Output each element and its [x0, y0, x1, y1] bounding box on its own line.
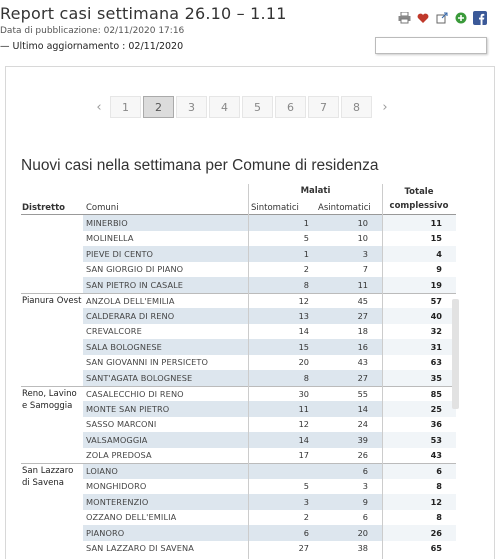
page-2-button[interactable]: 2: [143, 96, 174, 118]
sintomatici-cell: 2: [303, 512, 309, 523]
table-row: [21, 370, 456, 386]
distretto-cell: [21, 510, 83, 526]
table-row: [21, 293, 456, 309]
distretto-cell: Reno, Lavino e Samoggia: [21, 387, 83, 403]
facebook-icon[interactable]: [472, 10, 488, 26]
distretto-cell: [21, 525, 83, 541]
header-totale: Totale: [404, 187, 434, 197]
page-4-button[interactable]: 4: [209, 96, 240, 118]
totale-cell: 35: [382, 370, 456, 386]
share-icon[interactable]: [434, 10, 450, 26]
header-distretto: Distretto: [22, 203, 66, 213]
publication-date: Data di pubblicazione: 02/11/2020 17:16: [0, 26, 185, 36]
distretto-cell: Pianura Ovest: [21, 294, 83, 310]
sintomatici-cell: 14: [248, 432, 316, 448]
distretto-cell: [21, 324, 83, 340]
sintomatici-cell: 14: [298, 326, 309, 337]
table-row: [21, 401, 456, 417]
asintomatici-cell: 11: [316, 277, 382, 293]
group-header-malati: Malati: [300, 186, 331, 196]
asintomatici-cell: 3: [362, 481, 368, 492]
totale-cell: 31: [382, 339, 456, 355]
table-row: [21, 541, 456, 557]
comune-cell: VALSAMOGGIA: [83, 432, 248, 448]
header-complessivo: complessivo: [389, 201, 449, 211]
sintomatici-cell: 15: [248, 339, 316, 355]
sintomatici-cell: 12: [298, 419, 309, 430]
asintomatici-cell: 27: [316, 370, 382, 386]
totale-cell: 8: [382, 479, 456, 495]
comune-cell: CALDERARA DI RENO: [83, 308, 248, 324]
table-title: Nuovi casi nella settimana per Comune di residenza: [21, 157, 379, 174]
header-comuni: Comuni: [86, 203, 119, 213]
distretto-cell: [21, 215, 83, 231]
sintomatici-cell: 12: [298, 295, 309, 306]
totale-cell: 65: [382, 541, 456, 557]
comune-cell: MONTERENZIO: [83, 494, 248, 510]
sintomatici-cell: 8: [248, 370, 316, 386]
table-row: [21, 277, 456, 293]
sintomatici-cell: 13: [248, 308, 316, 324]
totale-cell: 63: [382, 355, 456, 371]
asintomatici-cell: 38: [357, 543, 368, 554]
asintomatici-cell: 26: [357, 450, 368, 461]
sintomatici-cell: 1: [248, 215, 316, 231]
table-row: [21, 510, 456, 526]
totale-cell: 8: [382, 510, 456, 526]
totale-cell: 36: [382, 417, 456, 433]
sintomatici-cell: 2: [303, 264, 309, 275]
sintomatici-cell: 5: [303, 481, 309, 492]
cases-table: [21, 184, 456, 556]
header-sintomatici: Sintomatici: [251, 203, 299, 213]
comune-cell: SALA BOLOGNESE: [83, 339, 248, 355]
totale-cell: 11: [382, 215, 456, 231]
sintomatici-cell: 3: [248, 494, 316, 510]
asintomatici-cell: 7: [362, 264, 368, 275]
asintomatici-cell: 6: [316, 464, 382, 479]
table-header: [21, 184, 456, 215]
sintomatici-cell: 6: [248, 525, 316, 541]
asintomatici-cell: 43: [357, 357, 368, 368]
distretto-cell: [21, 370, 83, 386]
totale-cell: 85: [382, 387, 456, 402]
distretto-cell: [21, 339, 83, 355]
totale-cell: 57: [382, 294, 456, 309]
totale-cell: 15: [382, 231, 456, 247]
asintomatici-cell: 27: [316, 308, 382, 324]
asintomatici-cell: 55: [357, 388, 368, 399]
embedded-dashboard: [5, 66, 495, 559]
totale-cell: 32: [382, 324, 456, 340]
comune-cell: SAN GIORGIO DI PIANO: [86, 264, 184, 275]
totale-cell: 4: [382, 246, 456, 262]
search-input[interactable]: [375, 37, 487, 54]
page-8-button[interactable]: 8: [341, 96, 372, 118]
comune-cell: CASALECCHIO DI RENO: [86, 388, 184, 399]
page-3-button[interactable]: 3: [176, 96, 207, 118]
comune-cell: SAN GIOVANNI IN PERSICETO: [86, 357, 209, 368]
sintomatici-cell: 11: [248, 401, 316, 417]
distretto-cell: [21, 541, 83, 557]
table-row: [21, 417, 456, 433]
prev-page-button[interactable]: ‹: [96, 99, 102, 115]
comune-cell: MONTE SAN PIETRO: [83, 401, 248, 417]
page-6-button[interactable]: 6: [275, 96, 306, 118]
asintomatici-cell: 9: [316, 494, 382, 510]
heart-icon[interactable]: [415, 10, 431, 26]
totale-cell: 53: [382, 432, 456, 448]
sintomatici-cell: 5: [303, 233, 309, 244]
sintomatici-cell: 27: [298, 543, 309, 554]
asintomatici-cell: 16: [316, 339, 382, 355]
sintomatici-cell: 30: [298, 388, 309, 399]
page-7-button[interactable]: 7: [308, 96, 339, 118]
table-row: [21, 324, 456, 340]
report-title: Report casi settimana 26.10 – 1.11: [0, 4, 287, 23]
asintomatici-cell: 6: [362, 512, 368, 523]
comune-cell: MOLINELLA: [86, 233, 134, 244]
distretto-cell: [21, 308, 83, 324]
sintomatici-cell: 17: [298, 450, 309, 461]
table-row: [21, 355, 456, 371]
table-row: [21, 525, 456, 541]
header-asintomatici: Asintomatici: [318, 203, 371, 213]
next-page-button[interactable]: ›: [382, 99, 388, 115]
table-row: [21, 215, 456, 231]
table-scrollbar[interactable]: [452, 299, 459, 409]
sintomatici-cell: 20: [298, 357, 309, 368]
comune-cell: ANZOLA DELL'EMILIA: [86, 295, 175, 306]
last-update: — Ultimo aggiornamento : 02/11/2020: [0, 41, 184, 52]
table-row: [21, 494, 456, 510]
distretto-cell: [21, 355, 83, 371]
comune-cell: OZZANO DELL'EMILIA: [86, 512, 177, 523]
totale-cell: 9: [382, 262, 456, 278]
comune-cell: LOIANO: [83, 464, 248, 479]
totale-cell: 40: [382, 308, 456, 324]
sintomatici-cell: 8: [248, 277, 316, 293]
comune-cell: CREVALCORE: [86, 326, 142, 337]
distretto-cell: [21, 231, 83, 247]
asintomatici-cell: 14: [316, 401, 382, 417]
table-body: [21, 215, 456, 556]
totale-cell: 19: [382, 277, 456, 293]
table-row: [21, 432, 456, 448]
asintomatici-cell: 10: [316, 215, 382, 231]
comune-cell: SAN LAZZARO DI SAVENA: [86, 543, 194, 554]
asintomatici-cell: 45: [357, 295, 368, 306]
sintomatici-cell: 1: [248, 246, 316, 262]
totale-cell: 26: [382, 525, 456, 541]
toolbar-icons: [396, 10, 488, 26]
asintomatici-cell: 20: [316, 525, 382, 541]
totale-cell: 25: [382, 401, 456, 417]
comune-cell: SASSO MARCONI: [86, 419, 157, 430]
comune-cell: PIEVE DI CENTO: [83, 246, 248, 262]
sintomatici-cell: [248, 464, 316, 479]
totale-cell: 6: [382, 464, 456, 479]
page-5-button[interactable]: 5: [242, 96, 273, 118]
comune-cell: MONGHIDORO: [86, 481, 147, 492]
asintomatici-cell: 24: [357, 419, 368, 430]
table-row: [21, 308, 456, 324]
table-row: [21, 479, 456, 495]
page-1-button[interactable]: 1: [110, 96, 141, 118]
asintomatici-cell: 10: [357, 233, 368, 244]
asintomatici-cell: 3: [316, 246, 382, 262]
table-row: [21, 448, 456, 464]
distretto-cell: [21, 262, 83, 278]
asintomatici-cell: 39: [316, 432, 382, 448]
distretto-cell: [21, 494, 83, 510]
table-row: [21, 231, 456, 247]
distretto-cell: San Lazzaro di Savena: [21, 464, 83, 480]
asintomatici-cell: 18: [357, 326, 368, 337]
table-row: [21, 339, 456, 355]
table-row: [21, 262, 456, 278]
comune-cell: MINERBIO: [83, 215, 248, 231]
totale-cell: 43: [382, 448, 456, 464]
print-icon[interactable]: [396, 10, 412, 26]
table-row: [21, 246, 456, 262]
comune-cell: SANT'AGATA BOLOGNESE: [83, 370, 248, 386]
totale-cell: 12: [382, 494, 456, 510]
add-icon[interactable]: [453, 10, 469, 26]
distretto-cell: [21, 277, 83, 293]
distretto-cell: [21, 417, 83, 433]
comune-cell: PIANORO: [83, 525, 248, 541]
comune-cell: SAN PIETRO IN CASALE: [83, 277, 248, 293]
distretto-cell: [21, 246, 83, 262]
distretto-cell: [21, 448, 83, 464]
distretto-cell: [21, 432, 83, 448]
pagination: [88, 96, 396, 118]
comune-cell: ZOLA PREDOSA: [86, 450, 152, 461]
